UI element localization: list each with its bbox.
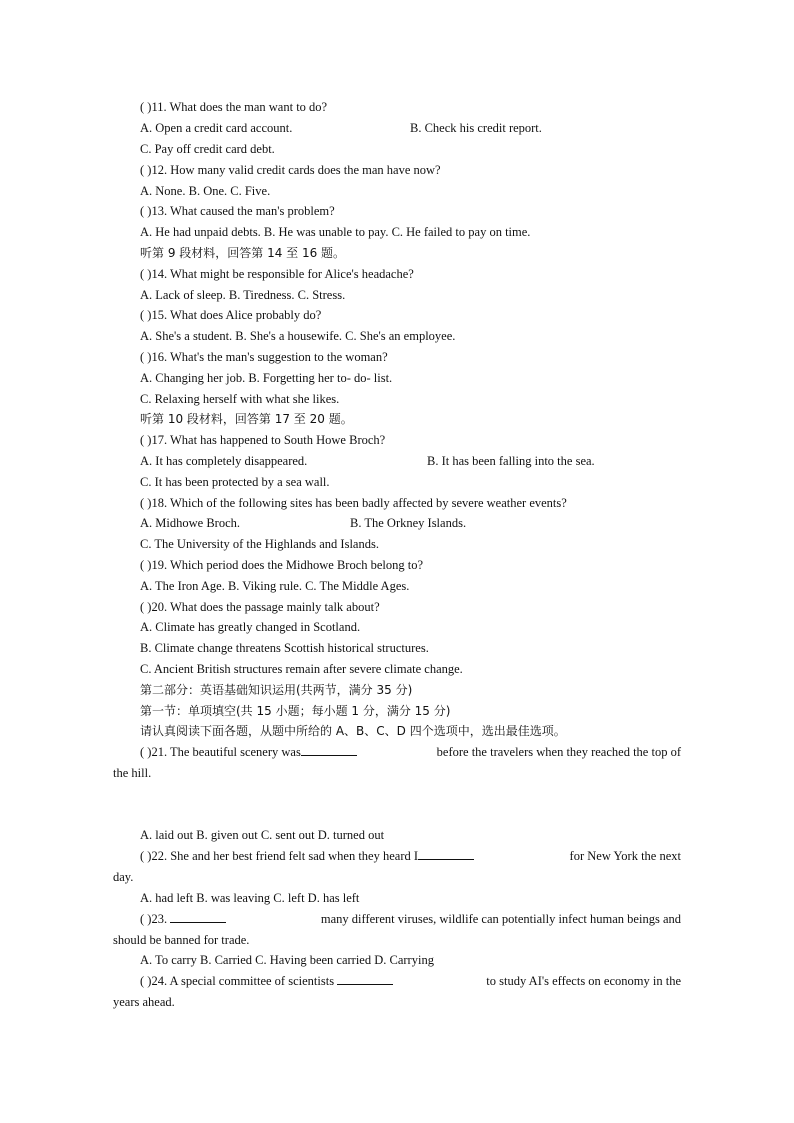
question-22-stem	[140, 848, 681, 864]
question-14-options: A. Lack of sleep. B. Tiredness. C. Stress.	[140, 288, 346, 302]
question-23-stem-pre: ( )23.	[140, 911, 226, 927]
question-15-stem: ( )15. What does Alice probably do?	[140, 308, 322, 322]
section-1-heading: 第一节：单项填空(共 15 小题；每小题 1 分，满分 15 分)	[140, 704, 451, 718]
question-22-options: A. had left B. was leaving C. left D. has left	[140, 891, 360, 905]
question-24-stem	[140, 973, 681, 989]
question-21-options: A. laid out B. given out C. sent out D. turned out	[140, 828, 385, 842]
question-23-stem	[140, 911, 681, 927]
question-16-stem: ( )16. What's the man's suggestion to the woman?	[140, 350, 388, 364]
question-17-option-b: B. It has been falling into the sea.	[427, 454, 595, 468]
question-24-stem-pre: ( )24. A special committee of scientists	[140, 973, 393, 989]
question-18-option-b: B. The Orkney Islands.	[350, 516, 467, 530]
question-17-option-a: A. It has completely disappeared.	[140, 454, 308, 468]
question-20-option-a: A. Climate has greatly changed in Scotland.	[140, 620, 361, 634]
section-9-heading: 听第 9 段材料，回答第 14 至 16 题。	[140, 246, 346, 260]
question-12-stem: ( )12. How many valid credit cards does the man have now?	[140, 163, 441, 177]
question-23-options: A. To carry B. Carried C. Having been carried D. Carrying	[140, 953, 434, 967]
question-18-option-c: C. The University of the Highlands and Islands.	[140, 537, 379, 551]
question-23-stem-post: many different viruses, wildlife can potentially infect human beings and	[320, 912, 681, 926]
question-13-stem: ( )13. What caused the man's problem?	[140, 204, 335, 218]
question-11-option-c: C. Pay off credit card debt.	[140, 142, 275, 156]
question-14-stem: ( )14. What might be responsible for Alice's headache?	[140, 267, 414, 281]
question-15-options: A. She's a student. B. She's a housewife. C. She's an employee.	[140, 329, 456, 343]
question-19-options: A. The Iron Age. B. Viking rule. C. The Middle Ages.	[140, 579, 410, 593]
section-instructions: 请认真阅读下面各题，从题中所给的 A、B、C、D 四个选项中，选出最佳选项。	[140, 724, 566, 738]
question-20-stem: ( )20. What does the passage mainly talk about?	[140, 600, 380, 614]
question-20-option-b: B. Climate change threatens Scottish historical structures.	[140, 641, 429, 655]
question-12-options: A. None. B. One. C. Five.	[140, 184, 271, 198]
question-18-stem: ( )18. Which of the following sites has been badly affected by severe weather events?	[140, 496, 567, 510]
question-22-stem-continued: day.	[113, 870, 134, 884]
question-24-stem-post: to study AI's effects on economy in the	[486, 974, 681, 988]
question-23-stem-continued: should be banned for trade.	[113, 933, 250, 947]
question-13-options: A. He had unpaid debts. B. He was unable to pay. C. He failed to pay on time.	[140, 225, 531, 239]
question-17-stem: ( )17. What has happened to South Howe Broch?	[140, 433, 386, 447]
part-2-heading: 第二部分：英语基础知识运用(共两节，满分 35 分)	[140, 683, 413, 697]
question-22-stem-pre: ( )22. She and her best friend felt sad when they heard I	[140, 848, 474, 864]
question-21-stem-post: before the travelers when they reached the top of	[436, 745, 681, 759]
question-22-stem-post: for New York the next	[569, 849, 681, 863]
question-21-stem-pre: ( )21. The beautiful scenery was	[140, 744, 357, 760]
question-16-option-c: C. Relaxing herself with what she likes.	[140, 392, 340, 406]
answer-blank	[337, 973, 393, 985]
question-19-stem: ( )19. Which period does the Midhowe Broch belong to?	[140, 558, 424, 572]
question-18-option-a: A. Midhowe Broch.	[140, 516, 240, 530]
question-24-stem-continued: years ahead.	[113, 995, 175, 1009]
question-21-stem	[140, 744, 681, 760]
question-11-stem: ( )11. What does the man want to do?	[140, 100, 328, 114]
question-11-option-a: A. Open a credit card account.	[140, 121, 293, 135]
question-20-option-c: C. Ancient British structures remain after severe climate change.	[140, 662, 463, 676]
section-10-heading: 听第 10 段材料，回答第 17 至 20 题。	[140, 412, 353, 426]
question-17-option-c: C. It has been protected by a sea wall.	[140, 475, 330, 489]
question-21-stem-continued: the hill.	[113, 766, 152, 780]
question-16-options-ab: A. Changing her job. B. Forgetting her to- do- list.	[140, 371, 393, 385]
answer-blank	[170, 911, 226, 923]
question-11-option-b: B. Check his credit report.	[410, 121, 542, 135]
answer-blank	[418, 848, 474, 860]
answer-blank	[301, 744, 357, 756]
